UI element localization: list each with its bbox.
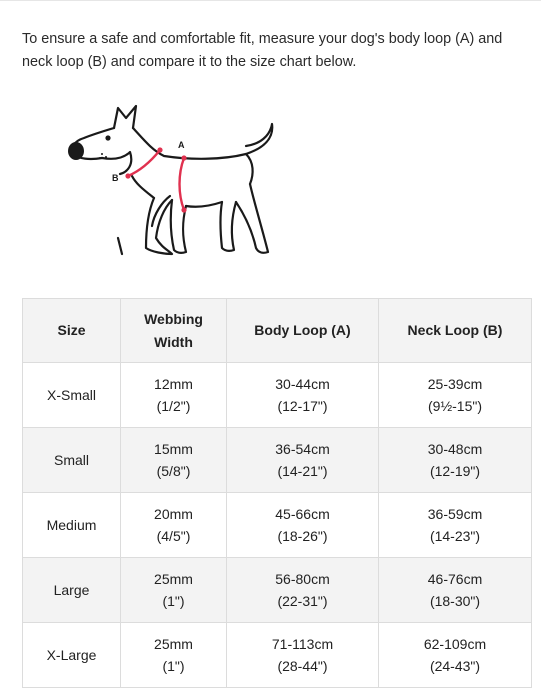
body-loop-cell-value: (14-21") bbox=[277, 463, 328, 479]
size-cell bbox=[23, 363, 121, 428]
neck-loop-cell bbox=[379, 428, 532, 493]
body-loop-cell bbox=[227, 428, 379, 493]
webbing-width-cell-value: 25mm bbox=[154, 635, 193, 652]
body-loop-cell-value: (22-31") bbox=[277, 593, 328, 609]
body-loop-cell-value: 71-113cm bbox=[271, 635, 334, 652]
size-cell-value: X-Small bbox=[46, 386, 96, 403]
webbing-width-cell-value: 25mm bbox=[154, 570, 193, 587]
size-cell bbox=[23, 428, 121, 493]
webbing-width-cell bbox=[121, 493, 227, 558]
webbing-width-cell-value: (1/2") bbox=[156, 398, 191, 414]
size-cell-value: Medium bbox=[46, 516, 97, 533]
neck-loop-cell bbox=[379, 363, 532, 428]
header-neck-loop: Neck Loop (B) bbox=[379, 299, 532, 363]
neck-loop-cell-value: (12-19") bbox=[429, 463, 481, 479]
webbing-width-cell-value: (4/5") bbox=[156, 528, 191, 544]
size-chart-table bbox=[22, 298, 532, 688]
dog-measurement-illustration bbox=[60, 98, 286, 260]
size-cell bbox=[23, 623, 121, 688]
body-loop-cell bbox=[227, 558, 379, 623]
neck-loop-cell-value: (24-43") bbox=[429, 658, 481, 674]
header-webbing-line2: Width bbox=[154, 333, 193, 350]
neck-loop-cell-value: (14-23") bbox=[429, 528, 481, 544]
body-loop-cell-value: 36-54cm bbox=[275, 440, 330, 457]
neck-loop-cell-value: 30-48cm bbox=[427, 440, 483, 457]
body-loop-cell bbox=[227, 363, 379, 428]
neck-loop-cell bbox=[379, 623, 532, 688]
header-size: Size bbox=[23, 299, 121, 363]
neck-loop-cell-value: (9½-15") bbox=[428, 398, 482, 414]
table-row bbox=[23, 363, 532, 428]
neck-loop-cell-value: 36-59cm bbox=[427, 505, 483, 522]
size-cell bbox=[23, 558, 121, 623]
neck-loop-marker-label: B bbox=[112, 173, 119, 183]
webbing-width-cell bbox=[121, 363, 227, 428]
body-loop-cell-value: 56-80cm bbox=[275, 570, 330, 587]
webbing-width-cell bbox=[121, 623, 227, 688]
neck-loop-cell-value: 46-76cm bbox=[427, 570, 483, 587]
webbing-width-cell bbox=[121, 558, 227, 623]
neck-loop-cell-value: (18-30") bbox=[429, 593, 481, 609]
neck-loop-cell-value: 62-109cm bbox=[423, 635, 487, 652]
body-loop-cell bbox=[227, 493, 379, 558]
body-loop-cell-value: 45-66cm bbox=[275, 505, 330, 522]
webbing-width-cell-value: 15mm bbox=[154, 440, 193, 457]
size-cell-value: Small bbox=[53, 451, 89, 468]
size-guide-intro: To ensure a safe and comfortable fit, measure your dog's body loop (A) and neck loop (B) and compare it to the size chart below. bbox=[22, 31, 503, 70]
table-row bbox=[23, 428, 532, 493]
table-row bbox=[23, 558, 532, 623]
neck-loop-cell-value: 25-39cm bbox=[427, 375, 483, 392]
body-loop-cell-value: (18-26") bbox=[277, 528, 328, 544]
webbing-width-cell-value: (1") bbox=[162, 658, 185, 674]
header-webbing-line1: Webbing bbox=[144, 311, 203, 327]
webbing-width-cell-value: (5/8") bbox=[156, 463, 191, 479]
body-loop-marker-label: A bbox=[178, 140, 185, 150]
header-body-loop: Body Loop (A) bbox=[227, 299, 379, 363]
size-cell-value: X-Large bbox=[46, 646, 97, 663]
header-webbing-width bbox=[121, 299, 227, 363]
webbing-width-cell-value: 12mm bbox=[154, 375, 193, 392]
top-divider bbox=[0, 0, 541, 1]
size-cell-value: Large bbox=[53, 581, 90, 598]
body-loop-cell bbox=[227, 623, 379, 688]
body-loop-cell-value: 30-44cm bbox=[275, 375, 330, 392]
webbing-width-cell-value: 20mm bbox=[154, 505, 193, 522]
body-loop-cell-value: (12-17") bbox=[277, 398, 328, 414]
webbing-width-cell bbox=[121, 428, 227, 493]
body-loop-cell-value: (28-44") bbox=[277, 658, 328, 674]
table-row bbox=[23, 623, 532, 688]
webbing-width-cell-value: (1") bbox=[162, 593, 185, 609]
neck-loop-cell bbox=[379, 558, 532, 623]
size-cell bbox=[23, 493, 121, 558]
table-row bbox=[23, 493, 532, 558]
neck-loop-cell bbox=[379, 493, 532, 558]
table-header-row bbox=[23, 299, 532, 363]
